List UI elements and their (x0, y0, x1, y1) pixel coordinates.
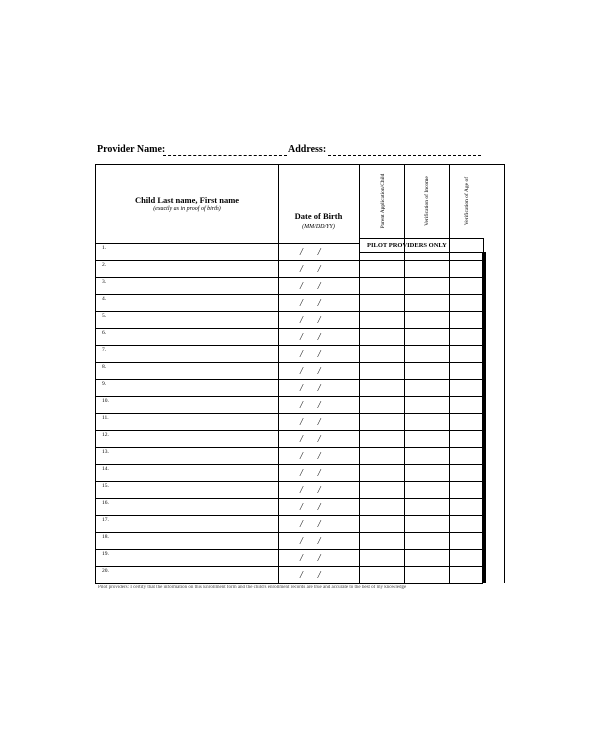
dob-field[interactable]: / / (300, 485, 321, 496)
dob-field[interactable]: / / (300, 247, 321, 258)
row-number: 7. (102, 347, 107, 353)
row-number: 13. (102, 449, 109, 455)
row-divider (95, 345, 483, 346)
row-number: 8. (102, 364, 107, 370)
row-divider (95, 413, 483, 414)
dob-field[interactable]: / / (300, 315, 321, 326)
pilot-box-right (483, 238, 484, 253)
dob-field[interactable]: / / (300, 332, 321, 343)
row-number: 19. (102, 551, 109, 557)
dob-field[interactable]: / / (300, 434, 321, 445)
table-top-border (95, 164, 505, 165)
row-divider (95, 566, 483, 567)
row-divider (95, 379, 483, 380)
dob-field[interactable]: / / (300, 400, 321, 411)
dob-field[interactable]: / / (300, 570, 321, 581)
row-number: 20. (102, 568, 109, 574)
dob-field[interactable]: / / (300, 519, 321, 530)
row-number: 16. (102, 500, 109, 506)
row-divider (95, 396, 483, 397)
table-thick-right-border (482, 252, 486, 583)
row-number: 1. (102, 245, 107, 251)
row-divider (95, 532, 483, 533)
row-number: 17. (102, 517, 109, 523)
dob-field[interactable]: / / (300, 553, 321, 564)
table-bottom-border (95, 583, 483, 584)
row-number: 12. (102, 432, 109, 438)
pilot-box-bottom (359, 252, 484, 253)
dob-subtitle: (MM/DD/YY) (302, 224, 335, 230)
row-number: 11. (102, 415, 109, 421)
child-name-title: Child Last name, First name (134, 195, 240, 205)
row-number: 6. (102, 330, 107, 336)
row-divider (95, 328, 483, 329)
row-number: 9. (102, 381, 107, 387)
rotated-header-3: Verification of Age of (464, 176, 470, 226)
row-number: 3. (102, 279, 107, 285)
footer-certification: Pilot providers: I certify that the information on this Enrollment form and the child's enrollment records are true and accurate to the best of my knowledge (98, 585, 407, 590)
child-name-column-header (96, 195, 278, 212)
col-divider-check-2 (449, 164, 450, 583)
row-divider (95, 464, 483, 465)
row-divider (95, 430, 483, 431)
row-number: 18. (102, 534, 109, 540)
row-divider (95, 515, 483, 516)
dob-field[interactable]: / / (300, 366, 321, 377)
dob-field[interactable]: / / (300, 349, 321, 360)
table-right-border (504, 164, 505, 583)
dob-field[interactable]: / / (300, 264, 321, 275)
table-left-border (95, 164, 96, 583)
row-divider (95, 243, 359, 244)
row-divider (95, 481, 483, 482)
row-number: 5. (102, 313, 107, 319)
dob-field[interactable]: / / (300, 298, 321, 309)
provider-name-line[interactable] (163, 155, 287, 156)
col-divider-check-1 (404, 164, 405, 583)
row-divider (95, 277, 483, 278)
dob-field[interactable]: / / (300, 502, 321, 513)
dob-field[interactable]: / / (300, 536, 321, 547)
row-divider (95, 498, 483, 499)
row-number: 2. (102, 262, 107, 268)
row-divider (95, 311, 483, 312)
row-divider (95, 260, 483, 261)
row-divider (95, 294, 483, 295)
row-number: 4. (102, 296, 107, 302)
col-divider-dob-checks (359, 164, 360, 583)
address-label: Address: (288, 144, 327, 155)
dob-field[interactable]: / / (300, 383, 321, 394)
row-divider (95, 362, 483, 363)
provider-name-label: Provider Name: (97, 144, 166, 155)
rotated-header-2: Verification of Income (424, 176, 430, 226)
dob-column-header (278, 211, 359, 230)
row-divider (95, 447, 483, 448)
row-number: 15. (102, 483, 109, 489)
address-line[interactable] (328, 155, 481, 156)
form-header (97, 144, 497, 158)
dob-field[interactable]: / / (300, 468, 321, 479)
row-number: 10. (102, 398, 109, 404)
dob-field[interactable]: / / (300, 417, 321, 428)
pilot-providers-label: PILOT PROVIDERS ONLY (367, 242, 447, 249)
row-divider (95, 549, 483, 550)
child-name-subtitle: (exactly as in proof of birth) (153, 206, 221, 212)
rotated-header-1: Parent Application/Child (380, 173, 386, 229)
dob-field[interactable]: / / (300, 281, 321, 292)
row-number: 14. (102, 466, 109, 472)
dob-title: Date of Birth (294, 211, 343, 221)
dob-field[interactable]: / / (300, 451, 321, 462)
